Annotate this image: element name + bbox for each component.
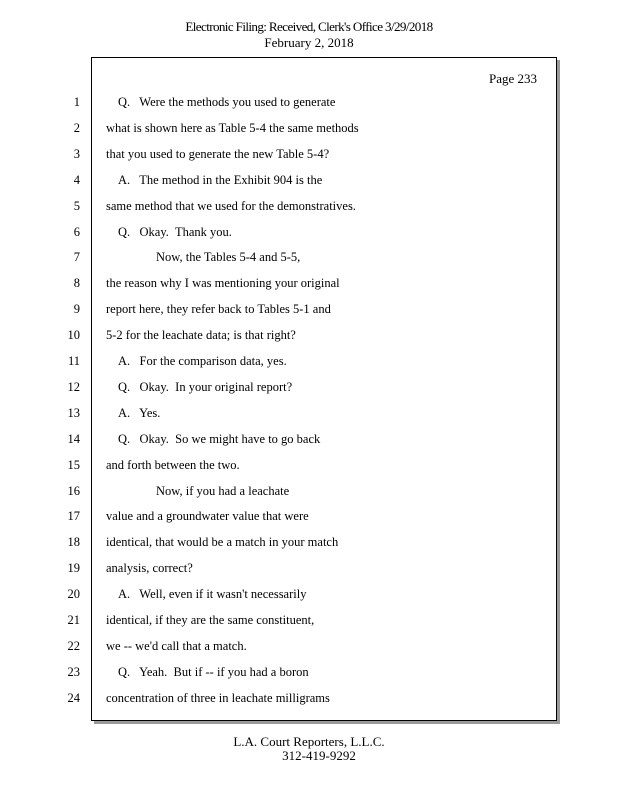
line-text: identical, that would be a match in your match — [106, 535, 339, 549]
line-text: identical, if they are the same constituent, — [106, 613, 315, 627]
line-number: 20 — [67, 587, 80, 601]
line-number: 19 — [67, 561, 80, 575]
line-text: that you used to generate the new Table 5-4? — [106, 147, 330, 161]
line-number: 6 — [73, 225, 80, 239]
line-number: 10 — [67, 328, 80, 342]
line-number: 14 — [67, 432, 80, 446]
line-text: A. Well, even if it wasn't necessarily — [118, 587, 307, 601]
line-text: Q. Were the methods you used to generate — [118, 95, 336, 109]
line-number: 21 — [67, 613, 80, 627]
line-text: Q. Yeah. But if -- if you had a boron — [118, 665, 309, 679]
line-number: 7 — [73, 250, 80, 264]
line-text: A. The method in the Exhibit 904 is the — [118, 173, 323, 187]
line-number: 3 — [73, 147, 80, 161]
line-number: 22 — [67, 639, 80, 653]
line-number: 13 — [67, 406, 80, 420]
line-text: concentration of three in leachate milligrams — [106, 691, 330, 705]
header-date: February 2, 2018 — [264, 35, 354, 50]
line-number: 4 — [73, 173, 80, 187]
line-number: 24 — [67, 691, 80, 705]
line-number: 23 — [67, 665, 80, 679]
line-number: 9 — [73, 302, 80, 316]
line-text: Q. Okay. Thank you. — [118, 225, 232, 239]
footer-company: L.A. Court Reporters, L.L.C. — [233, 734, 385, 749]
line-text: analysis, correct? — [106, 561, 193, 575]
line-number: 18 — [67, 535, 80, 549]
line-text: A. For the comparison data, yes. — [118, 354, 287, 368]
line-text: we -- we'd call that a match. — [106, 639, 247, 653]
line-text: the reason why I was mentioning your original — [106, 276, 340, 290]
line-number: 15 — [67, 458, 80, 472]
line-number: 17 — [67, 509, 80, 523]
line-text: Now, if you had a leachate — [156, 484, 290, 498]
line-text: Q. Okay. In your original report? — [118, 380, 293, 394]
line-text: Now, the Tables 5-4 and 5-5, — [156, 250, 301, 264]
line-text: value and a groundwater value that were — [106, 509, 309, 523]
line-number: 8 — [73, 276, 80, 290]
page-number: Page 233 — [488, 71, 537, 86]
line-text: and forth between the two. — [106, 458, 240, 472]
line-number: 2 — [73, 121, 80, 135]
line-number: 1 — [73, 95, 80, 109]
line-number: 5 — [73, 199, 80, 213]
line-text: A. Yes. — [118, 406, 161, 420]
line-number: 12 — [67, 380, 80, 394]
line-number: 11 — [67, 354, 80, 368]
footer-phone: 312-419-9292 — [282, 748, 356, 763]
line-text: 5-2 for the leachate data; is that right? — [106, 328, 296, 342]
line-text: same method that we used for the demonstratives. — [106, 199, 356, 213]
line-text: Q. Okay. So we might have to go back — [118, 432, 321, 446]
filing-stamp: Electronic Filing: Received, Clerk's Office 3/29/2018 — [185, 20, 433, 34]
line-text: what is shown here as Table 5-4 the same methods — [106, 121, 359, 135]
line-text: report here, they refer back to Tables 5-1 and — [106, 302, 331, 316]
line-number: 16 — [67, 484, 80, 498]
